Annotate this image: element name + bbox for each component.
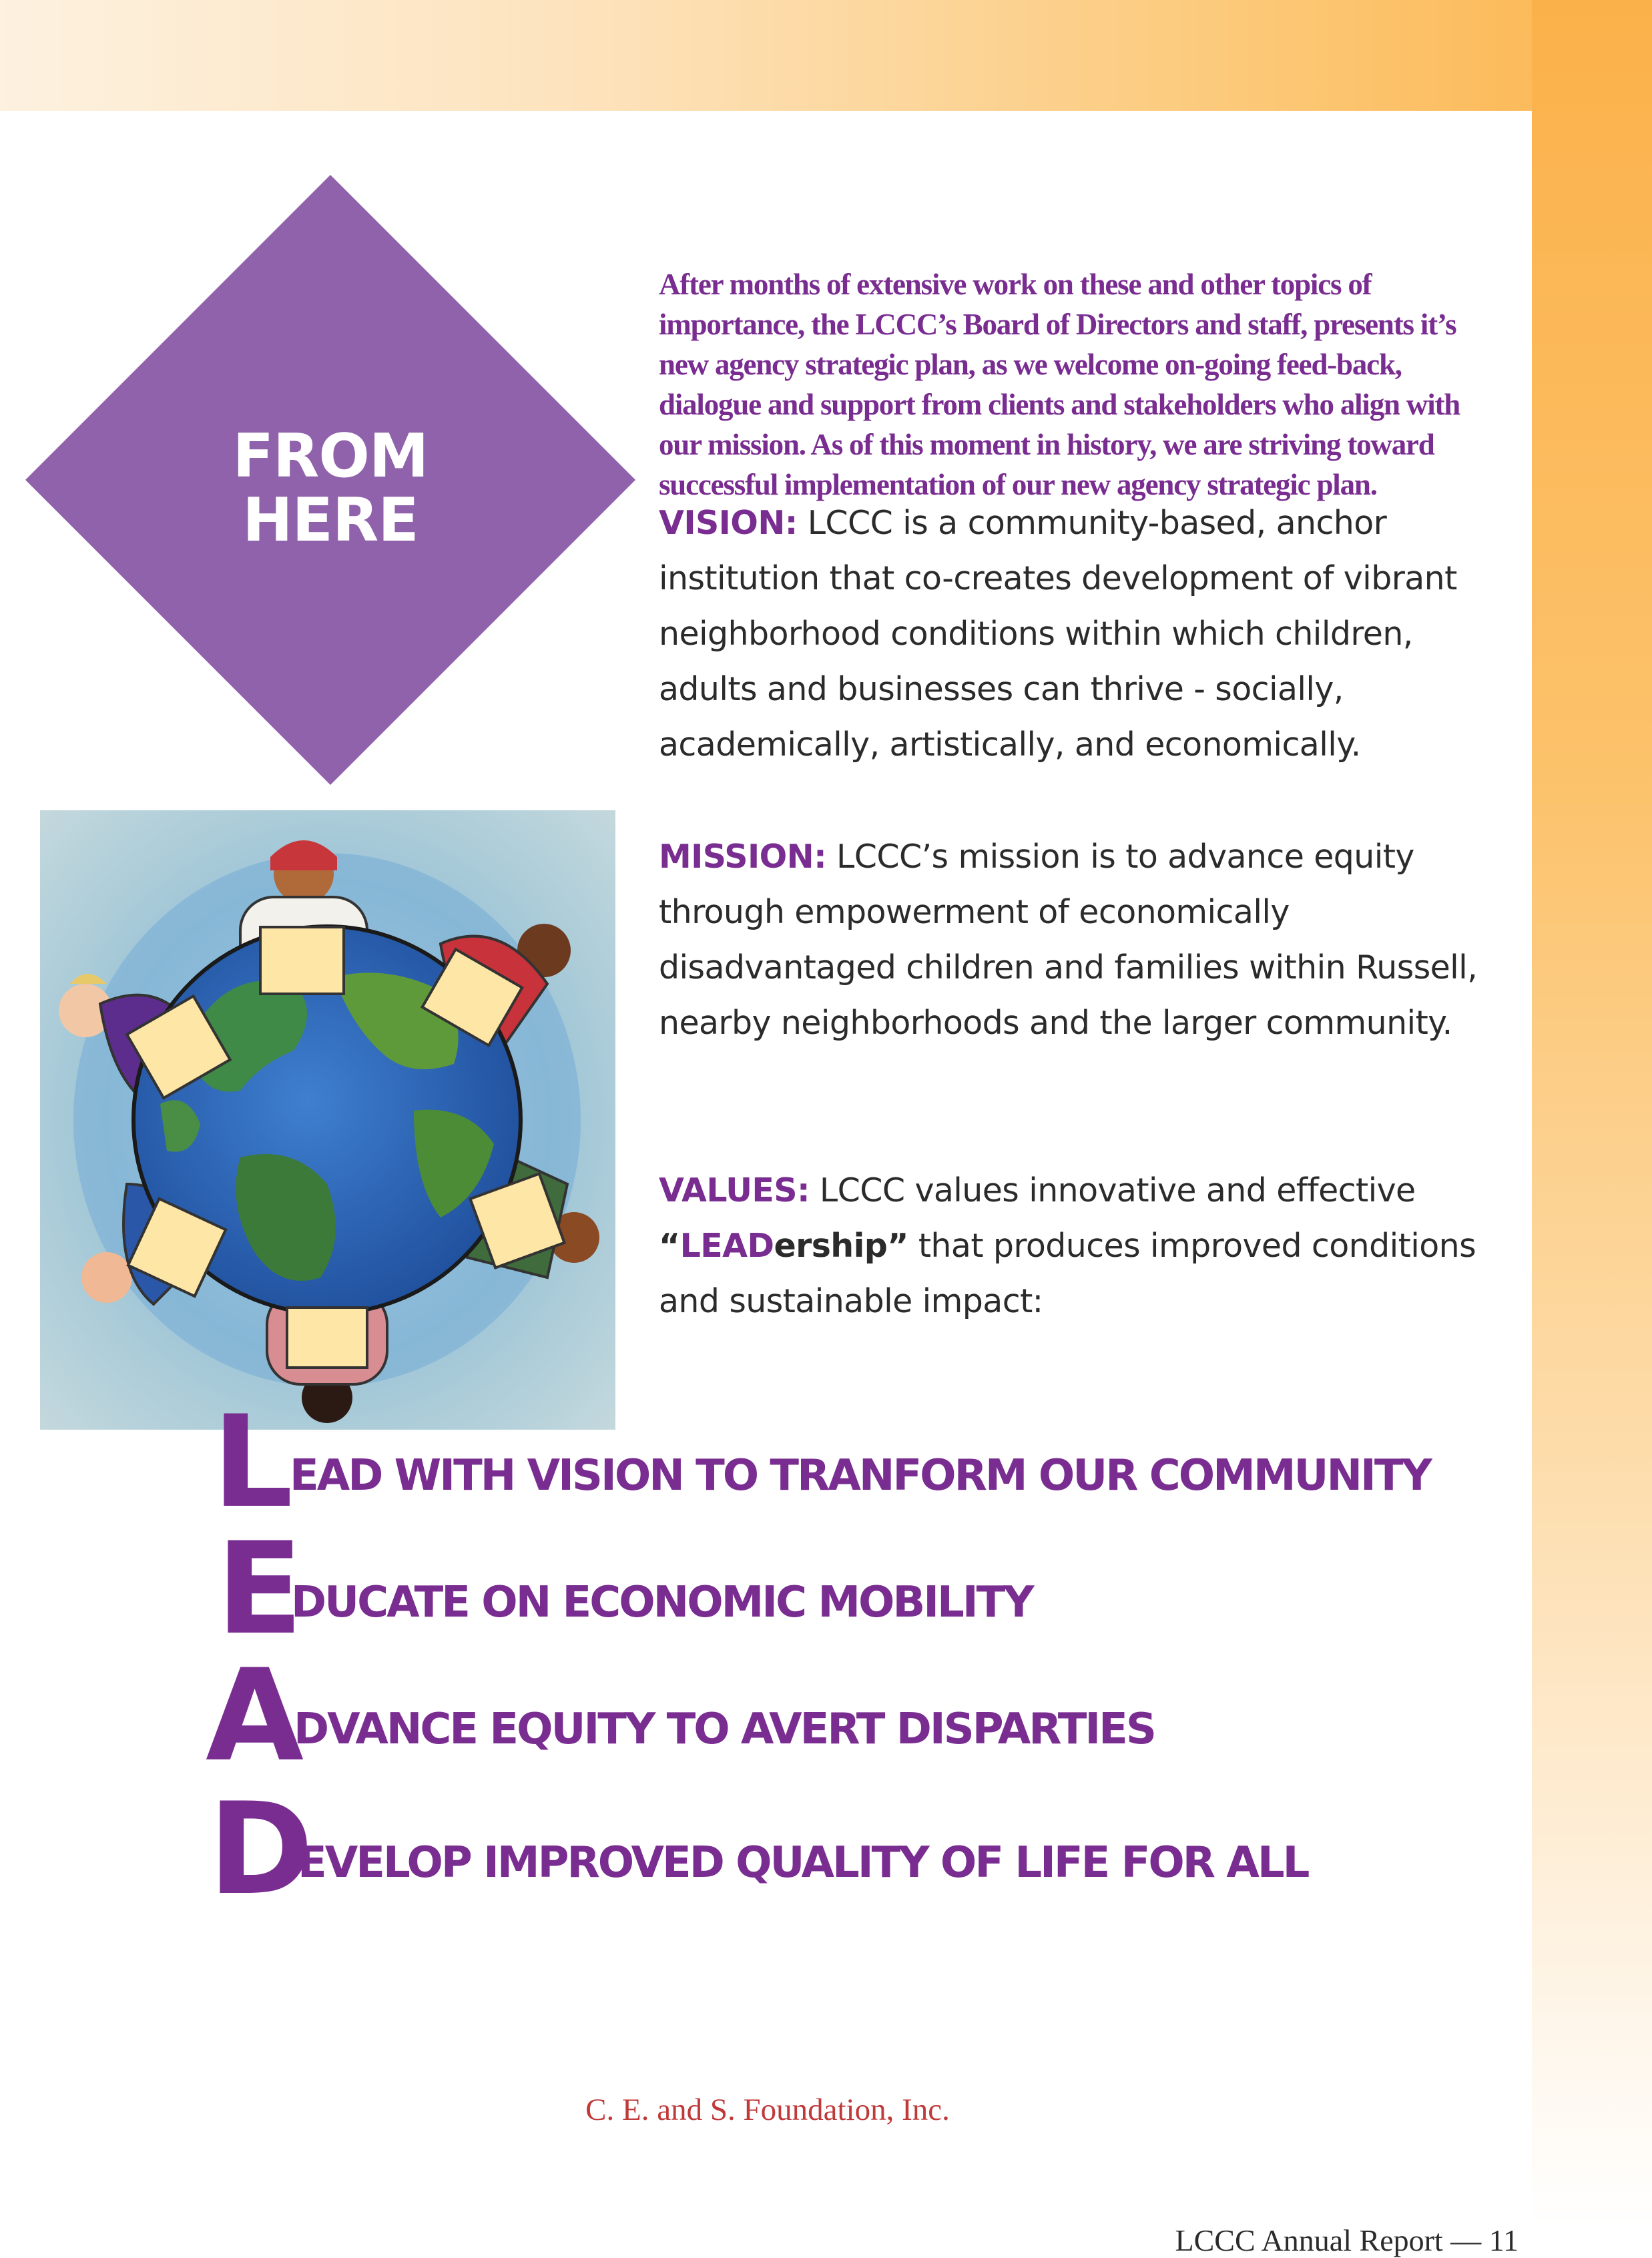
diamond-title xyxy=(200,421,461,555)
sponsor-credit: C. E. and S. Foundation, Inc. xyxy=(585,2092,950,2127)
intro-paragraph: After months of extensive work on these and other topics of importance, the LCCC’s Board of Directors and staff, presents it’s new agency strategic plan, as we welcome on-going feed-back, dialogue and support from clients and stakeholders who align with our mission. As of this moment in history, we are striving toward successful implementation of our new agency strategic plan. xyxy=(659,268,1460,501)
mission-label: MISSION: xyxy=(659,838,827,876)
top-decorative-band xyxy=(0,0,1652,111)
diamond-title-line2: HERE xyxy=(242,485,419,555)
values-text-before: LCCC values innovative and effective xyxy=(809,1171,1416,1209)
values-quote-open: “ xyxy=(659,1227,680,1265)
lead-line-text: DVANCE EQUITY TO AVERT DISPARTIES xyxy=(294,1705,1155,1754)
page xyxy=(0,111,1532,2257)
values-lead-word: LEAD xyxy=(679,1227,774,1265)
lead-line-text: DUCATE ON ECONOMIC MOBILITY xyxy=(291,1578,1033,1627)
values-ership: ership” xyxy=(774,1227,908,1265)
diamond-title-line1: FROM xyxy=(232,421,429,491)
values-paragraph xyxy=(659,1163,1500,1329)
vision-label: VISION: xyxy=(659,504,798,542)
lead-line-text: EVELOP IMPROVED QUALITY OF LIFE FOR ALL xyxy=(298,1838,1308,1888)
lead-letter: L xyxy=(212,1388,294,1536)
vision-text: LCCC is a community-based, anchor institution that co-creates development of vibrant neighborhood conditions within which children, adults and businesses can thrive - socially, academically, artistically, and economically. xyxy=(659,504,1457,764)
values-label: VALUES: xyxy=(659,1171,810,1209)
lead-line-text: EAD WITH VISION TO TRANFORM OUR COMMUNITY xyxy=(290,1451,1430,1500)
lead-letter: E xyxy=(216,1515,303,1663)
lead-letter: A xyxy=(206,1642,304,1789)
vision-paragraph xyxy=(659,495,1500,772)
page-footer: LCCC Annual Report — 11 xyxy=(1175,2223,1519,2257)
mission-paragraph xyxy=(659,829,1500,1051)
lead-letter: D xyxy=(208,1775,314,1923)
globe-people-illustration xyxy=(40,810,615,1430)
right-decorative-band xyxy=(1532,0,1652,2228)
mission-text: LCCC’s mission is to advance equity through empowerment of economically disadvantaged children and families within Russell, nearby neighborhoods and the larger community. xyxy=(659,838,1478,1042)
values-text-after: that produces improved conditions and sustainable impact: xyxy=(659,1227,1476,1320)
